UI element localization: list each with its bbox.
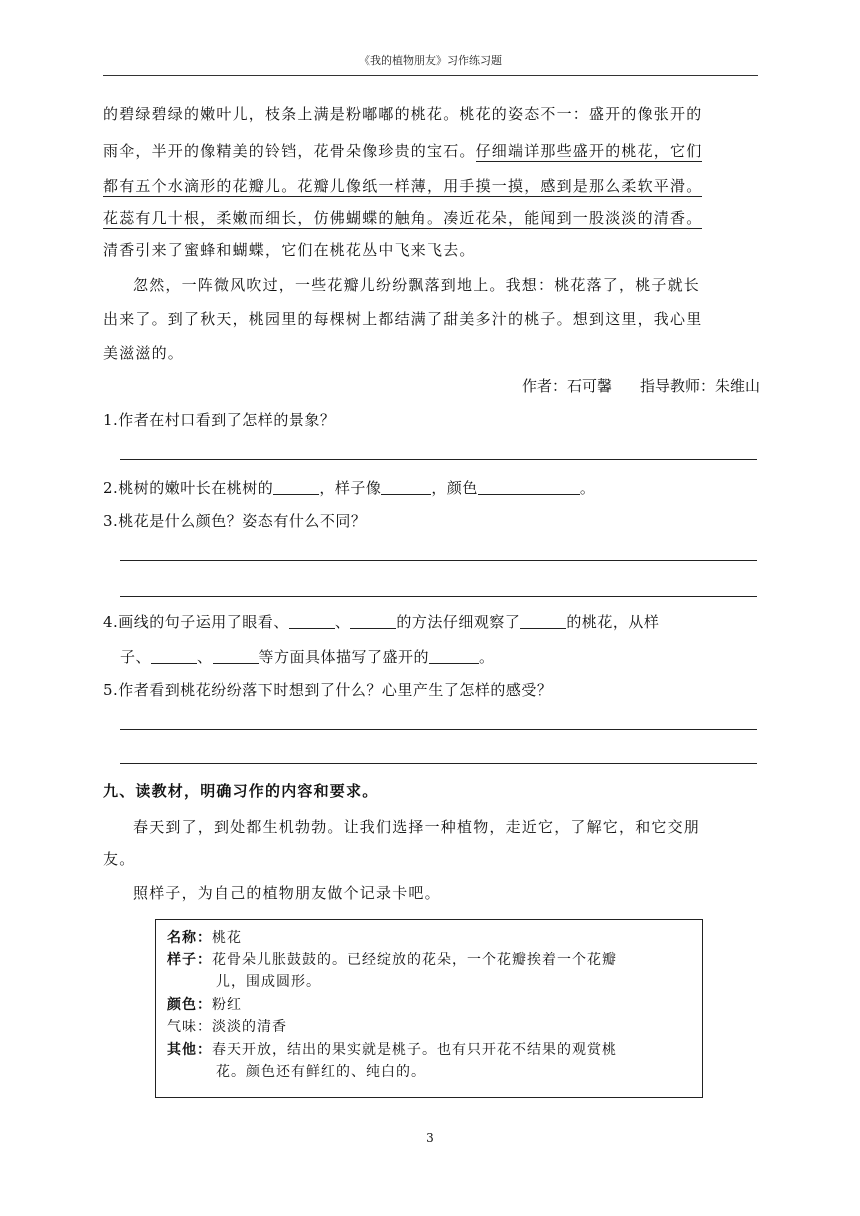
card-value: 花骨朵儿胀鼓鼓的。已经绽放的花朵，一个花瓣挨着一个花瓣 <box>212 952 617 968</box>
card-label: 气味： <box>167 1019 212 1035</box>
card-row-look-cont: 儿，围成圆形。 <box>216 974 321 990</box>
answer-line[interactable] <box>120 763 757 764</box>
q4-text: 。 <box>479 648 495 666</box>
section-paragraph: 照样子，为自己的植物朋友做个记录卡吧。 <box>133 884 441 902</box>
question-1: 1.作者在村口看到了怎样的景象？ <box>103 411 336 429</box>
answer-blank[interactable] <box>273 480 319 495</box>
q4-text: 4.画线的句子运用了眼看、 <box>103 613 289 631</box>
q4-text: 的桃花，从样 <box>566 613 660 631</box>
question-2 <box>103 478 763 498</box>
author-name: 作者：石可馨 <box>521 377 612 395</box>
passage-line: 出来了。到了秋天，桃园里的每棵树上都结满了甜美多汁的桃子。想到这里，我心里 <box>103 310 703 328</box>
underlined-sentence: 花蕊有几十根，柔嫩而细长，仿佛蝴蝶的触角。凑近花朵，能闻到一股淡淡的清香。 <box>103 209 703 227</box>
answer-line[interactable] <box>120 729 757 730</box>
section-paragraph: 友。 <box>103 850 136 868</box>
q4-text: 等方面具体描写了盛开的 <box>258 648 430 666</box>
answer-blank[interactable] <box>151 649 197 664</box>
q4-text: 子、 <box>120 648 152 666</box>
card-value: 春天开放，结出的果实就是桃子。也有只开花不结果的观赏桃 <box>212 1042 617 1058</box>
passage-text: 雨伞，半开的像精美的铃铛，花骨朵像珍贵的宝石。 <box>103 142 476 160</box>
answer-blank[interactable] <box>429 649 479 664</box>
teacher-name: 指导教师：朱维山 <box>639 377 760 395</box>
passage-line <box>103 141 763 161</box>
answer-line[interactable] <box>120 596 757 597</box>
card-label: 名称： <box>167 930 212 946</box>
card-label: 其他： <box>167 1042 212 1058</box>
q4-text: 的方法仔细观察了 <box>396 613 521 631</box>
card-value: 粉红 <box>212 997 242 1013</box>
card-label: 样子： <box>167 952 212 968</box>
q2-text: ，颜色 <box>431 479 478 497</box>
card-row-other-cont: 花。颜色还有鲜红的、纯白的。 <box>216 1064 426 1080</box>
underlined-sentence: 都有五个水滴形的花瓣儿。花瓣儿像纸一样薄，用手摸一摸，感到是那么柔软平滑。 <box>103 177 703 195</box>
card-value: 桃花 <box>212 930 242 946</box>
page-header: 《我的植物朋友》习作练习题 <box>359 54 502 67</box>
question-4 <box>103 612 763 632</box>
passage-line: 的碧绿碧绿的嫩叶儿，枝条上满是粉嘟嘟的桃花。桃花的姿态不一：盛开的像张开的 <box>103 105 703 123</box>
q4-text: 、 <box>334 613 351 631</box>
answer-line[interactable] <box>120 560 757 561</box>
q2-text: 2.桃树的嫩叶长在桃树的 <box>103 479 274 497</box>
passage-line <box>103 176 763 196</box>
answer-blank[interactable] <box>520 614 566 629</box>
answer-line[interactable] <box>120 459 757 460</box>
card-row-name <box>167 927 242 949</box>
section-paragraph: 春天到了，到处都生机勃勃。让我们选择一种植物，走近它，了解它，和它交朋 <box>133 818 701 836</box>
page-number: 3 <box>426 1131 434 1145</box>
answer-blank[interactable] <box>478 480 580 495</box>
answer-blank[interactable] <box>213 649 259 664</box>
card-label: 颜色： <box>167 997 212 1013</box>
passage-line: 清香引来了蜜蜂和蝴蝶，它们在桃花丛中飞来飞去。 <box>103 241 476 259</box>
card-row-other <box>167 1039 617 1061</box>
header-divider <box>103 75 758 76</box>
q2-text: ，样子像 <box>319 479 382 497</box>
passage-line <box>103 208 763 228</box>
q4-text: 、 <box>197 648 213 666</box>
section-title: 九、读教材，明确习作的内容和要求。 <box>103 782 379 800</box>
question-4-cont <box>120 647 780 667</box>
answer-blank[interactable] <box>381 480 431 495</box>
underlined-sentence: 仔细端详那些盛开的桃花，它们 <box>475 142 703 160</box>
card-row-smell <box>167 1016 287 1038</box>
question-5: 5.作者看到桃花纷纷落下时想到了什么？心里产生了怎样的感受？ <box>103 681 553 699</box>
question-3: 3.桃花是什么颜色？姿态有什么不同？ <box>103 512 367 530</box>
author-credit <box>516 375 760 396</box>
card-row-look <box>167 949 617 971</box>
passage-line: 忽然，一阵微风吹过，一些花瓣儿纷纷飘落到地上。我想：桃花落了，桃子就长 <box>133 276 701 294</box>
answer-blank[interactable] <box>289 614 335 629</box>
q2-text: 。 <box>579 479 596 497</box>
card-row-color <box>167 994 242 1016</box>
card-value: 淡淡的清香 <box>212 1019 287 1035</box>
passage-line: 美滋滋的。 <box>103 344 185 362</box>
answer-blank[interactable] <box>350 614 396 629</box>
record-card <box>155 919 703 1098</box>
